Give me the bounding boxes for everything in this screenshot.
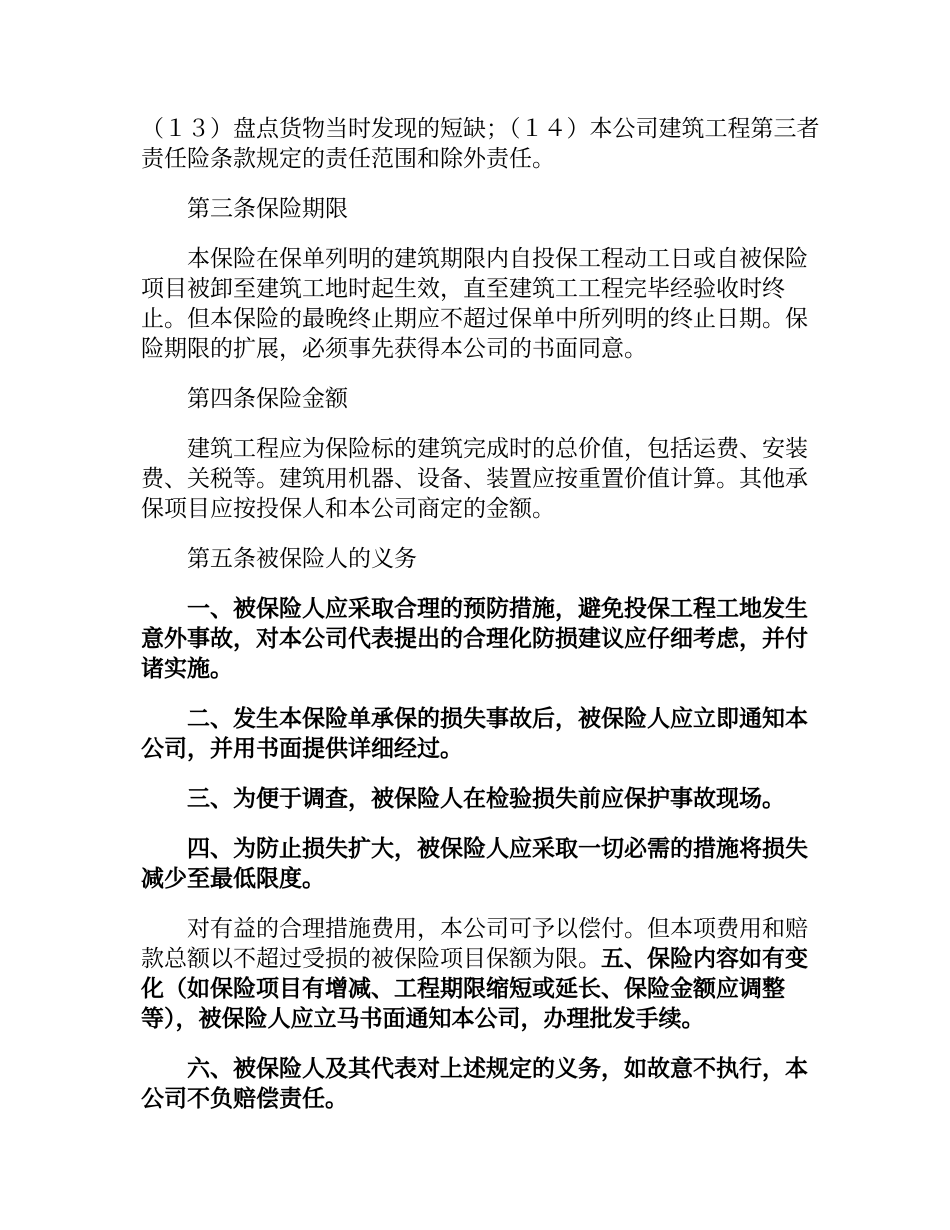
duty-5-text: 五、保险内容如有变化（如保险项目有增减、工程期限缩短或延长、保险金额应调整等），被保险人应立马书面通知本公司，办理批发手续。 [141,945,808,1032]
paragraph-duty-6: 六、被保险人及其代表对上述规定的义务，如故意不执行，本公司不负赔偿责任。 [141,1055,808,1112]
paragraph-excluded-losses: （１３）盘点货物当时发现的短缺；（１４）本公司建筑工程第三者责任险条款规定的责任范围和除外责任。 [141,116,820,172]
costs-text: 对有益的合理措施费用，本公司可予以偿付。但本项费用和赔款总额以不超过受损的被保险项目保额为限。 [141,916,808,972]
paragraph-duty-1: 一、被保险人应采取合理的预防措施，避免投保工程工地发生意外事故，对本公司代表提出的合理化防损建议应仔细考虑，并付诸实施。 [141,595,808,682]
heading-article-4: 第四条保险金额 [187,386,348,412]
document-body [141,114,821,1134]
paragraph-duty-2: 二、发生本保险单承保的损失事故后，被保险人应立即通知本公司，并用书面提供详细经过。 [141,705,808,762]
paragraph-insured-amount: 建筑工程应为保险标的建筑完成时的总价值，包括运费、安装费、关税等。建筑用机器、设备、装置应按重置价值计算。其他承保项目应按投保人和本公司商定的金额。 [141,436,808,522]
heading-article-3: 第三条保险期限 [187,196,348,222]
paragraph-insurance-period: 本保险在保单列明的建筑期限内自投保工程动工日或自被保险项目被卸至建筑工地时起生效，直至建筑工工程完毕经验收时终止。但本保险的最晚终止期应不超过保单中所列明的终止日期。保险期限的扩展，必须事先获得本公司的书面同意。 [141,246,808,362]
paragraph-duty-3: 三、为便于调查，被保险人在检验损失前应保护事故现场。 [187,785,785,812]
heading-article-5: 第五条被保险人的义务 [187,546,417,572]
paragraph-duty-4: 四、为防止损失扩大，被保险人应采取一切必需的措施将损失减少至最低限度。 [141,835,808,892]
paragraph-costs-and-duty-5 [141,914,821,1034]
